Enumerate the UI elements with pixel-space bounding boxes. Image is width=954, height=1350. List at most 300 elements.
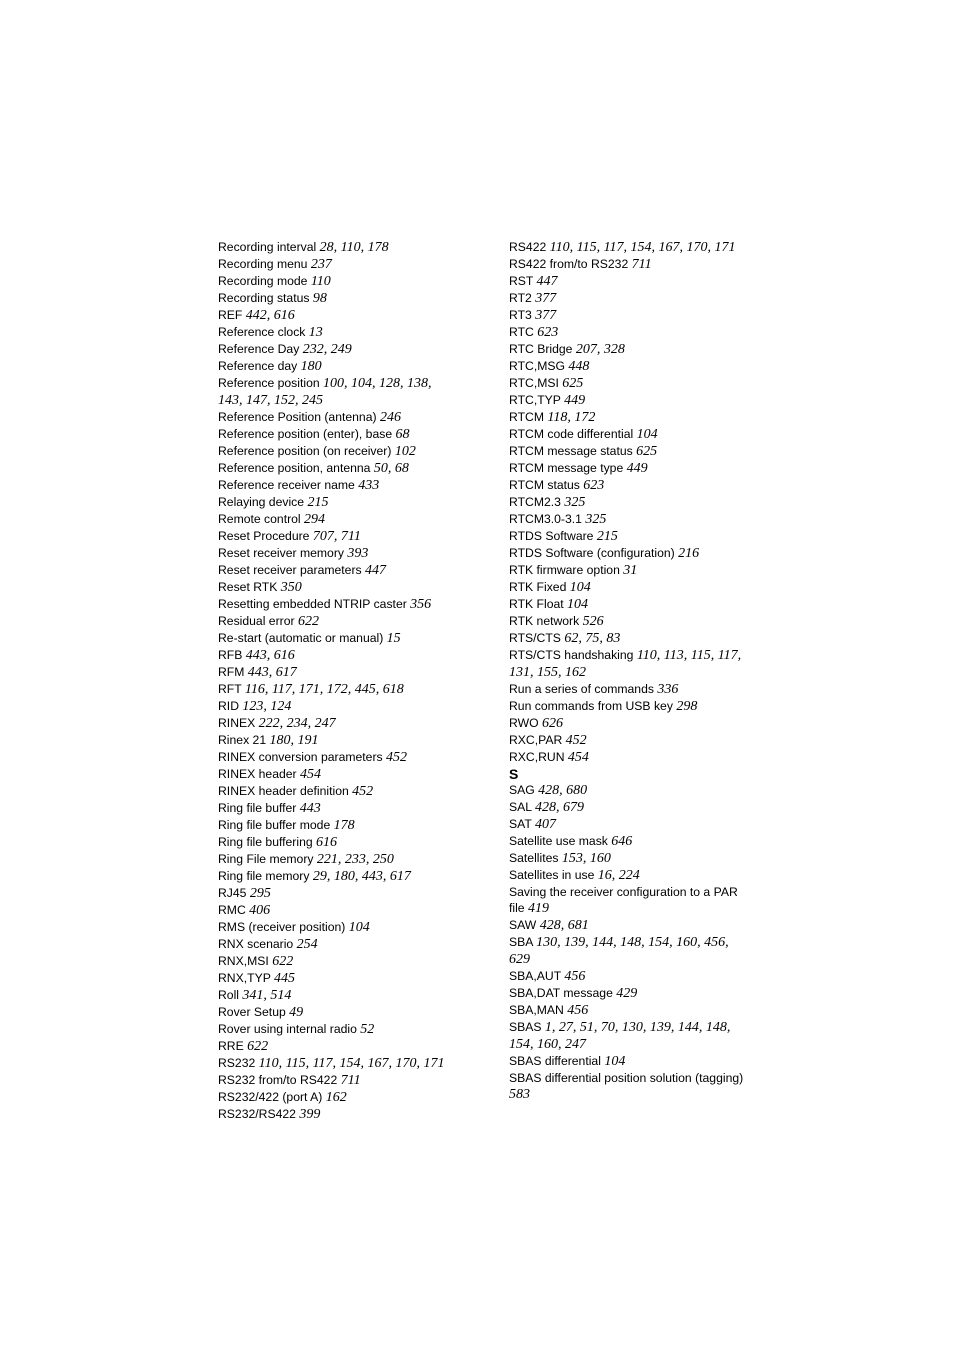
index-page-numbers[interactable]: 454	[567, 750, 589, 765]
index-term: RTC,TYP	[509, 393, 561, 407]
index-entry	[509, 968, 769, 985]
index-page-numbers[interactable]: 399	[299, 1107, 321, 1122]
index-entry	[509, 375, 769, 392]
index-entry	[509, 511, 769, 528]
index-entry	[218, 732, 480, 749]
index-term: RNX scenario	[218, 937, 294, 951]
index-page-numbers[interactable]: 419	[527, 901, 549, 916]
index-term: Ring file buffering	[218, 835, 313, 849]
index-entry	[218, 647, 480, 664]
index-page-numbers[interactable]: 104	[348, 920, 370, 935]
index-term-continuation: file	[509, 901, 525, 915]
index-entry	[509, 596, 769, 613]
index-term: RXC,PAR	[509, 733, 563, 747]
index-entry	[509, 341, 769, 358]
index-page-numbers-continued[interactable]: 629	[509, 952, 530, 967]
index-term: RTDS Software	[509, 529, 594, 543]
index-entry	[509, 833, 769, 850]
index-term: RS232 from/to RS422	[218, 1073, 338, 1087]
index-page-numbers[interactable]: 52	[360, 1022, 375, 1037]
index-term: SBA	[509, 935, 533, 949]
index-entry	[218, 239, 480, 256]
index-entry	[218, 290, 480, 307]
index-term: Reference receiver name	[218, 478, 355, 492]
index-page-numbers[interactable]: 341, 514	[242, 988, 292, 1003]
index-term: SAG	[509, 783, 535, 797]
index-page-numbers[interactable]: 325	[585, 512, 607, 527]
index-term: RINEX header	[218, 767, 297, 781]
index-page-numbers[interactable]: 100, 104, 128, 138,	[323, 376, 432, 391]
index-entry	[509, 1070, 769, 1086]
index-entry	[218, 426, 480, 443]
index-page-numbers[interactable]: 443, 616	[245, 648, 295, 663]
index-term: SBA,AUT	[509, 969, 561, 983]
index-term: RNX,MSI	[218, 954, 269, 968]
index-entry	[218, 545, 480, 562]
index-entry	[509, 782, 769, 799]
index-term: RS232	[218, 1056, 256, 1070]
index-term: RTC,MSI	[509, 376, 559, 390]
index-page-numbers[interactable]: 407	[534, 817, 556, 832]
index-entry	[218, 460, 480, 477]
index-entry	[218, 885, 480, 902]
index-entry	[509, 1053, 769, 1070]
index-page-numbers[interactable]: 110	[310, 274, 331, 289]
index-entry	[218, 375, 480, 392]
index-entry-continuation	[509, 1036, 769, 1053]
index-term: Reset receiver parameters	[218, 563, 362, 577]
index-entry	[218, 800, 480, 817]
index-entry	[218, 783, 480, 800]
index-entry	[218, 715, 480, 732]
index-term: Satellites	[509, 851, 559, 865]
index-entry	[509, 867, 769, 884]
index-entry	[509, 426, 769, 443]
index-term: Ring file buffer mode	[218, 818, 331, 832]
index-entry	[509, 816, 769, 833]
index-entry	[218, 834, 480, 851]
index-term: Rinex 21	[218, 733, 267, 747]
index-page-numbers[interactable]: 377	[535, 308, 557, 323]
index-page-numbers[interactable]: 377	[535, 291, 557, 306]
index-term: SAT	[509, 817, 532, 831]
index-page-numbers-continued[interactable]: 154, 160, 247	[509, 1037, 586, 1052]
index-term: Recording mode	[218, 274, 308, 288]
index-column-right	[509, 239, 769, 1103]
index-term: RTK network	[509, 614, 580, 628]
index-entry	[509, 460, 769, 477]
index-page-numbers[interactable]: 622	[272, 954, 294, 969]
index-entry-continuation	[509, 900, 769, 917]
index-entry	[218, 358, 480, 375]
index-term: RTC Bridge	[509, 342, 573, 356]
index-term: RT2	[509, 291, 532, 305]
index-page-numbers[interactable]: 221, 233, 250	[316, 852, 394, 867]
index-page-numbers[interactable]: 356	[410, 597, 432, 612]
index-entry	[509, 850, 769, 867]
index-entry	[509, 732, 769, 749]
index-entry	[509, 443, 769, 460]
index-term: Satellite use mask	[509, 834, 608, 848]
index-term: RTCM message status	[509, 444, 633, 458]
index-entry	[509, 647, 769, 664]
index-page-numbers[interactable]: 102	[394, 444, 416, 459]
index-page-numbers[interactable]: 162	[325, 1090, 347, 1105]
index-page-numbers[interactable]: 445	[274, 971, 295, 986]
index-entry	[218, 868, 480, 885]
index-term: SAL	[509, 800, 532, 814]
index-page-numbers[interactable]: 118, 172	[547, 410, 596, 425]
index-entry-continuation	[218, 392, 480, 409]
index-term: Reference position	[218, 376, 320, 390]
index-term: RINEX	[218, 716, 256, 730]
index-term: RTCM	[509, 410, 544, 424]
index-entry	[218, 851, 480, 868]
index-page-numbers[interactable]: 429	[616, 986, 638, 1001]
index-page-numbers[interactable]: 254	[296, 937, 318, 952]
index-entry	[218, 817, 480, 834]
index-entry	[509, 749, 769, 766]
index-term: RTDS Software (configuration)	[509, 546, 675, 560]
index-term: REF	[218, 308, 243, 322]
index-entry	[509, 630, 769, 647]
index-entry	[509, 917, 769, 934]
index-entry	[218, 477, 480, 494]
index-page-numbers[interactable]: 31	[623, 563, 638, 578]
index-entry	[509, 613, 769, 630]
index-page-numbers[interactable]: 68	[395, 427, 410, 442]
index-entry	[218, 511, 480, 528]
index-page-numbers[interactable]: 237	[310, 257, 332, 272]
index-page-numbers[interactable]: 452	[565, 733, 587, 748]
index-entry	[218, 902, 480, 919]
index-page-numbers[interactable]: 443	[299, 801, 321, 816]
index-term: SBA,MAN	[509, 1003, 564, 1017]
index-page-numbers[interactable]: 294	[304, 512, 326, 527]
index-term: Re-start (automatic or manual)	[218, 631, 384, 645]
index-term: Reference Day	[218, 342, 300, 356]
index-page-numbers[interactable]: 456	[567, 1003, 589, 1018]
index-entry	[509, 358, 769, 375]
index-page-numbers[interactable]: 246	[379, 410, 401, 425]
index-page-numbers[interactable]: 350	[280, 580, 302, 595]
index-page-numbers[interactable]: 707, 711	[312, 529, 361, 544]
index-entry	[218, 256, 480, 273]
index-page-numbers[interactable]: 232, 249	[302, 342, 352, 357]
index-term: Remote control	[218, 512, 301, 526]
index-term: RFB	[218, 648, 243, 662]
index-term: SAW	[509, 918, 537, 932]
index-term: Saving the receiver configuration to a PAR	[509, 885, 738, 899]
index-entry	[509, 579, 769, 596]
index-entry	[218, 936, 480, 953]
index-term: Reference position (enter), base	[218, 427, 393, 441]
index-page-numbers[interactable]: 623	[537, 325, 559, 340]
index-term: RMS (receiver position)	[218, 920, 346, 934]
index-entry	[509, 1019, 769, 1036]
index-term: RTK firmware option	[509, 563, 620, 577]
index-page-numbers[interactable]: 104	[604, 1054, 626, 1069]
index-entry	[218, 1089, 480, 1106]
index-page-numbers[interactable]: 29, 180, 443, 617	[312, 869, 411, 884]
index-term: RTK Float	[509, 597, 564, 611]
index-entry	[509, 477, 769, 494]
index-term: RS422	[509, 240, 547, 254]
index-entry	[218, 749, 480, 766]
index-entry	[218, 1055, 480, 1072]
index-entry	[509, 545, 769, 562]
index-page-numbers[interactable]: 116, 117, 171, 172, 445, 618	[244, 682, 404, 697]
index-page-numbers[interactable]: 456	[564, 969, 586, 984]
index-term: Recording interval	[218, 240, 317, 254]
index-letter-heading: S	[509, 766, 519, 782]
index-page-numbers[interactable]: 443, 617	[247, 665, 297, 680]
index-term: SBAS	[509, 1020, 542, 1034]
index-page-numbers-continued[interactable]: 131, 155, 162	[509, 665, 586, 680]
index-page-numbers[interactable]: 50, 68	[373, 461, 409, 476]
index-entry	[218, 341, 480, 358]
index-page-numbers[interactable]: 711	[631, 257, 652, 272]
index-page-numbers[interactable]: 406	[249, 903, 271, 918]
index-term: Ring file memory	[218, 869, 310, 883]
index-term: RTK Fixed	[509, 580, 567, 594]
index-term: Reference Position (antenna)	[218, 410, 377, 424]
index-term: RTCM3.0-3.1	[509, 512, 582, 526]
index-column-left	[218, 239, 480, 1123]
index-term: RMC	[218, 903, 246, 917]
index-term: SBAS differential position solution (tagging)	[509, 1071, 744, 1085]
index-entry	[218, 953, 480, 970]
index-term: Recording status	[218, 291, 310, 305]
index-term: RFT	[218, 682, 242, 696]
index-page-numbers[interactable]: 449	[626, 461, 648, 476]
index-term: Reset Procedure	[218, 529, 310, 543]
index-page-numbers[interactable]: 180, 191	[269, 733, 319, 748]
index-term: Rover Setup	[218, 1005, 286, 1019]
index-term: RTCM status	[509, 478, 580, 492]
index-entry	[218, 409, 480, 426]
index-page-numbers[interactable]: 153, 160	[561, 851, 611, 866]
index-entry	[509, 562, 769, 579]
index-page-numbers-continued[interactable]: 143, 147, 152, 245	[218, 393, 323, 408]
index-entry	[218, 596, 480, 613]
index-page-numbers-continued[interactable]: 583	[509, 1087, 530, 1102]
index-term: RTC	[509, 325, 534, 339]
index-entry	[509, 884, 769, 900]
index-entry	[509, 273, 769, 290]
index-entry-continuation	[509, 1086, 769, 1103]
index-page-numbers[interactable]: 207, 328	[575, 342, 625, 357]
index-entry	[218, 1021, 480, 1038]
index-entry	[509, 392, 769, 409]
index-term: SBAS differential	[509, 1054, 601, 1068]
index-page-numbers[interactable]: 1, 27, 51, 70, 130, 139, 144, 148,	[544, 1020, 731, 1035]
index-entry	[509, 256, 769, 273]
index-page-numbers[interactable]: 625	[562, 376, 584, 391]
index-entry	[509, 715, 769, 732]
index-page-numbers[interactable]: 216	[678, 546, 700, 561]
index-entry	[218, 919, 480, 936]
index-term: Run commands from USB key	[509, 699, 673, 713]
index-page-numbers[interactable]: 452	[386, 750, 407, 765]
index-page-numbers[interactable]: 104	[636, 427, 658, 442]
index-page-numbers[interactable]: 13	[308, 325, 323, 340]
index-term: Reset RTK	[218, 580, 278, 594]
index-entry	[218, 1004, 480, 1021]
index-page-numbers[interactable]: 123, 124	[242, 699, 292, 714]
index-page-numbers[interactable]: 28, 110, 178	[319, 240, 389, 255]
index-term: Rover using internal radio	[218, 1022, 357, 1036]
index-entry	[218, 613, 480, 630]
index-entry	[218, 1106, 480, 1123]
index-entry	[218, 698, 480, 715]
index-page-numbers[interactable]: 428, 679	[534, 800, 584, 815]
index-entry	[509, 528, 769, 545]
index-page-numbers[interactable]: 454	[299, 767, 321, 782]
index-page-numbers[interactable]: 448	[568, 359, 590, 374]
index-entry	[218, 579, 480, 596]
index-page-numbers[interactable]: 98	[312, 291, 327, 306]
index-entry	[218, 1038, 480, 1055]
index-term: RTC,MSG	[509, 359, 565, 373]
index-term: RFM	[218, 665, 245, 679]
index-entry	[509, 681, 769, 698]
index-term: RS422 from/to RS232	[509, 257, 629, 271]
index-term: RID	[218, 699, 239, 713]
index-page-numbers[interactable]: 15	[386, 631, 401, 646]
index-page-numbers[interactable]: 62, 75, 83	[564, 631, 621, 646]
index-entry-continuation	[509, 664, 769, 681]
index-term: Roll	[218, 988, 239, 1002]
index-entry	[218, 324, 480, 341]
index-page-numbers[interactable]: 110, 115, 117, 154, 167, 170, 171	[258, 1056, 445, 1071]
index-entry	[218, 630, 480, 647]
index-page-numbers[interactable]: 449	[564, 393, 586, 408]
index-term: Resetting embedded NTRIP caster	[218, 597, 407, 611]
index-term: RINEX header definition	[218, 784, 349, 798]
index-term: Ring File memory	[218, 852, 314, 866]
index-entry	[218, 987, 480, 1004]
index-page-numbers[interactable]: 104	[567, 597, 589, 612]
index-entry	[509, 934, 769, 951]
index-term: Reference clock	[218, 325, 306, 339]
index-page-numbers[interactable]: 16, 224	[597, 868, 640, 883]
index-term: RINEX conversion parameters	[218, 750, 383, 764]
index-entry	[218, 766, 480, 783]
index-page-numbers[interactable]: 452	[352, 784, 374, 799]
index-term: RS232/422 (port A)	[218, 1090, 323, 1104]
index-term: Reference position, antenna	[218, 461, 371, 475]
index-entry	[509, 324, 769, 341]
index-term: Run a series of commands	[509, 682, 654, 696]
index-term: RXC,RUN	[509, 750, 565, 764]
index-page-numbers[interactable]: 433	[358, 478, 380, 493]
index-page-numbers[interactable]: 222, 234, 247	[258, 716, 336, 731]
index-page-numbers[interactable]: 447	[365, 563, 386, 578]
index-term: Recording menu	[218, 257, 308, 271]
index-term: RJ45	[218, 886, 247, 900]
index-term: RTCM code differential	[509, 427, 634, 441]
index-page-numbers[interactable]: 130, 139, 144, 148, 154, 160, 456,	[536, 935, 729, 950]
index-page-numbers[interactable]: 180	[300, 359, 322, 374]
index-page-numbers[interactable]: 646	[611, 834, 633, 849]
index-term: Residual error	[218, 614, 295, 628]
index-term: RNX,TYP	[218, 971, 271, 985]
index-entry	[218, 528, 480, 545]
index-entry	[218, 494, 480, 511]
index-page-numbers[interactable]: 623	[583, 478, 605, 493]
index-page-numbers[interactable]: 622	[247, 1039, 269, 1054]
index-entry	[509, 494, 769, 511]
index-term: RS232/RS422	[218, 1107, 296, 1121]
index-page-numbers[interactable]: 616	[316, 835, 338, 850]
index-term: RTCM message type	[509, 461, 624, 475]
index-page-numbers[interactable]: 178	[333, 818, 355, 833]
index-entry	[218, 562, 480, 579]
index-entry	[509, 985, 769, 1002]
index-page-numbers[interactable]: 442, 616	[245, 308, 295, 323]
index-page-numbers[interactable]: 711	[340, 1073, 361, 1088]
index-page-numbers[interactable]: 447	[536, 274, 558, 289]
index-term: Ring file buffer	[218, 801, 297, 815]
index-term: RRE	[218, 1039, 244, 1053]
index-entry	[218, 664, 480, 681]
index-entry	[218, 443, 480, 460]
index-page-numbers[interactable]: 110, 113, 115, 117,	[636, 648, 742, 663]
index-page-numbers[interactable]: 215	[596, 529, 618, 544]
index-page-numbers[interactable]: 325	[564, 495, 586, 510]
index-term: RST	[509, 274, 534, 288]
index-term: Reference day	[218, 359, 298, 373]
index-term: RTS/CTS	[509, 631, 561, 645]
index-entry	[218, 307, 480, 324]
index-page-numbers[interactable]: 215	[307, 495, 329, 510]
index-entry	[509, 307, 769, 324]
index-page-numbers[interactable]: 110, 115, 117, 154, 167, 170, 171	[549, 240, 736, 255]
index-page-numbers[interactable]: 428, 680	[538, 783, 588, 798]
index-term: RTCM2.3	[509, 495, 561, 509]
index-entry	[509, 799, 769, 816]
index-entry	[218, 681, 480, 698]
index-entry	[509, 1002, 769, 1019]
index-page-numbers[interactable]: 104	[569, 580, 591, 595]
index-page-numbers[interactable]: 393	[347, 546, 369, 561]
index-entry	[218, 970, 480, 987]
index-term: SBA,DAT message	[509, 986, 613, 1000]
index-page-numbers[interactable]: 626	[541, 716, 563, 731]
index-page-numbers[interactable]: 625	[636, 444, 658, 459]
index-page-numbers[interactable]: 298	[676, 699, 698, 714]
index-entry	[509, 698, 769, 715]
index-term: RT3	[509, 308, 532, 322]
index-page-numbers[interactable]: 428, 681	[539, 918, 589, 933]
index-term: Reset receiver memory	[218, 546, 344, 560]
index-term: RTS/CTS handshaking	[509, 648, 634, 662]
index-page-numbers[interactable]: 622	[297, 614, 319, 629]
index-entry	[509, 409, 769, 426]
index-term: RWO	[509, 716, 539, 730]
index-page-numbers[interactable]: 295	[249, 886, 271, 901]
index-page-numbers[interactable]: 336	[657, 682, 679, 697]
index-entry	[509, 290, 769, 307]
index-page-numbers[interactable]: 49	[289, 1005, 304, 1020]
index-entry	[509, 239, 769, 256]
index-entry-continuation	[509, 951, 769, 968]
index-term: Reference position (on receiver)	[218, 444, 392, 458]
index-page-numbers[interactable]: 526	[582, 614, 604, 629]
index-entry	[218, 273, 480, 290]
index-entry	[218, 1072, 480, 1089]
